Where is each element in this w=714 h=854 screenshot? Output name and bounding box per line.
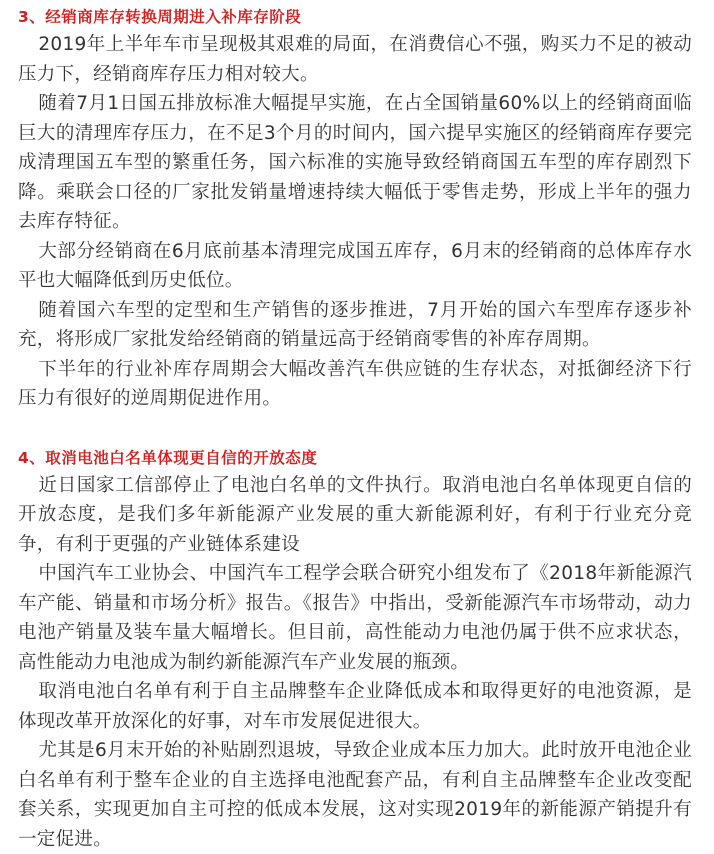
- section-4-heading: 4、取消电池白名单体现更自信的开放态度: [18, 448, 318, 467]
- section-3-paragraph-1: 2019年上半年车市呈现极其艰难的局面，在消费信心不强，购买力不足的被动压力下，经销商库存压力相对较大。: [18, 34, 692, 85]
- section-4-paragraph-2: 中国汽车工业协会、中国汽车工程学会联合研究小组发布了《2018年新能源汽车产能、销量和市场分析》报告。《报告》中指出，受新能源汽车市场带动，动力电池产销量及装车量大幅增长。但目前，高性能动力电池仍属于供不应求状态，高性能动力电池成为制约新能源汽车产业发展的瓶颈。: [18, 563, 692, 673]
- section-4-paragraph-4: 尤其是6月末开始的补贴剧烈退坡，导致企业成本压力加大。此时放开电池企业白名单有利于整车企业的自主选择电池配套产品，有利自主品牌整车企业改变配套关系，实现更加自主可控的低成本发展，这对实现2019年的新能源产销提升有一定促进。: [18, 740, 692, 850]
- section-3-paragraph-5: 下半年的行业补库存周期会大幅改善汽车供应链的生存状态，对抵御经济下行压力有很好的逆周期促进作用。: [18, 358, 692, 409]
- section-3-paragraph-2: 随着7月1日国五排放标准大幅提早实施，在占全国销量60%以上的经销商面临巨大的清理库存压力，在不足3个月的时间内，国六提早实施区的经销商库存要完成清理国五车型的繁重任务，国六标准的实施导致经销商国五车型的库存剧烈下降。乘联会口径的厂家批发销量增速持续大幅低于零售走势，形成上半年的强力去库存特征。: [18, 93, 692, 232]
- section-3-paragraph-4: 随着国六车型的定型和生产销售的逐步推进，7月开始的国六车型库存逐步补充，将形成厂家批发给经销商的销量远高于经销商零售的补库存周期。: [18, 299, 692, 350]
- section-3-heading: 3、经销商库存转换周期进入补库存阶段: [18, 8, 302, 26]
- section-4-paragraph-1: 近日国家工信部停止了电池白名单的文件执行。取消电池白名单体现更自信的开放态度，是我们多年新能源产业发展的重大新能源利好，有利于行业充分竞争，有利于更强的产业链体系建设: [18, 474, 692, 555]
- section-4-paragraph-3: 取消电池白名单有利于自主品牌整车企业降低成本和取得更好的电池资源，是体现改革开放深化的好事，对车市发展促进很大。: [18, 681, 692, 732]
- section-spacer: [18, 414, 692, 443]
- section-3-paragraph-3: 大部分经销商在6月底前基本清理完成国五库存，6月末的经销商的总体库存水平也大幅降低到历史低位。: [18, 240, 692, 291]
